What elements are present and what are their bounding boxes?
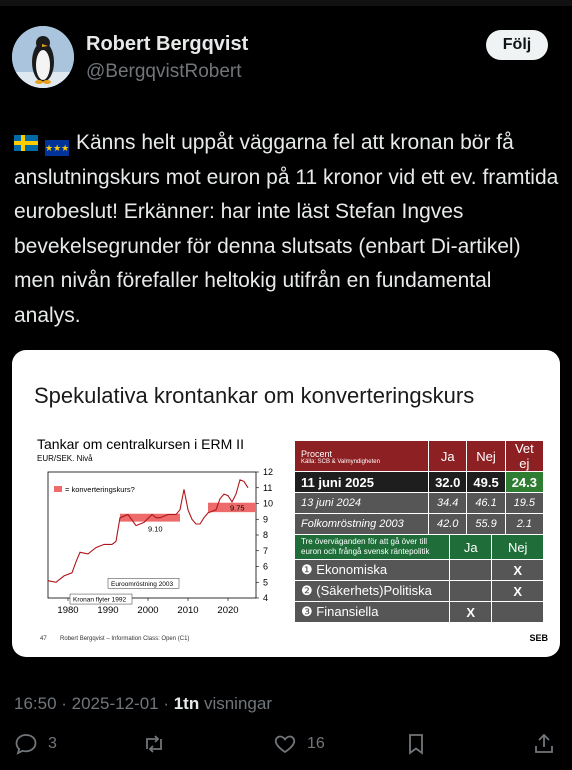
timestamp-views xyxy=(14,694,272,714)
considerations-row-label xyxy=(295,560,450,581)
tweet-text xyxy=(14,126,562,333)
x-tick-label: 1990 xyxy=(97,605,119,616)
considerations-row-nej: X xyxy=(492,581,544,602)
considerations-row-num: ❷ xyxy=(301,583,313,598)
considerations-table xyxy=(294,534,544,623)
poll-row-ja: 32.0 xyxy=(429,472,467,493)
considerations-row-ja: X xyxy=(450,602,492,623)
poll-row-label: 13 juni 2024 xyxy=(295,493,429,514)
considerations-row-ja xyxy=(450,581,492,602)
poll-row-label: 11 juni 2025 xyxy=(295,472,429,493)
heart-icon xyxy=(273,732,297,756)
reply-count: 3 xyxy=(48,735,57,752)
like-count: 16 xyxy=(307,735,325,752)
poll-row-vet: 24.3 xyxy=(505,472,543,493)
slide-page-number: 47 xyxy=(40,636,47,642)
penguin-avatar-icon xyxy=(12,26,74,88)
poll-row-nej: 55.9 xyxy=(467,514,505,535)
annotation-euroomrostning: Euroomröstning 2003 xyxy=(111,580,174,588)
views-count: 1tn xyxy=(173,694,200,713)
repost-button[interactable] xyxy=(142,732,166,756)
repost-icon xyxy=(142,732,166,756)
timestamp[interactable]: 16:50 · 2025-12-01 · xyxy=(14,694,174,713)
y-tick-label: 6 xyxy=(263,561,269,572)
considerations-row xyxy=(295,560,544,581)
legend-label: = konverteringskurs? xyxy=(65,485,135,494)
slide-footer-text: Robert Bergqvist – Information Class: Open (C1) xyxy=(60,636,190,642)
share-button[interactable] xyxy=(532,732,556,756)
considerations-row xyxy=(295,602,544,623)
considerations-header xyxy=(295,535,544,560)
poll-header-title: Procent xyxy=(301,448,333,459)
poll-row-nej: 46.1 xyxy=(467,493,505,514)
reply-icon xyxy=(14,732,38,756)
poll-row xyxy=(295,493,544,514)
y-tick-label: 9 xyxy=(263,514,269,525)
poll-header-label xyxy=(295,441,429,472)
views-label: visningar xyxy=(199,694,272,713)
y-tick-label: 7 xyxy=(263,545,269,556)
considerations-row-nej: X xyxy=(492,560,544,581)
tweet-image[interactable] xyxy=(12,350,560,657)
y-tick-label: 4 xyxy=(263,593,269,603)
flag-eu-icon: ★★★ xyxy=(45,140,69,156)
poll-table xyxy=(294,440,544,535)
bookmark-button[interactable] xyxy=(404,732,428,756)
slide-footer xyxy=(40,636,189,642)
slide-title: Spekulativa krontankar om konverteringskurs xyxy=(34,383,475,408)
seb-logo: SEB xyxy=(529,633,548,643)
bookmark-icon xyxy=(404,732,428,756)
poll-header-source: Källa: SCB & Valmyndigheten xyxy=(301,458,380,465)
tweet-body: Känns helt uppåt väggarna fel att kronan bör få anslutningskurs mot euron på 11 kronor vid ett ev. framtida eurobeslut! Erkänner: har inte läst Stefan Ingves bevekelsegrunder för denna slutsats (enbart Di-artikel) men nivån förefaller heltokig utifrån en fundamental analys. xyxy=(14,131,559,327)
action-bar xyxy=(0,732,572,766)
considerations-row-nej xyxy=(492,602,544,623)
y-tick-label: 11 xyxy=(263,482,273,493)
y-tick-label: 8 xyxy=(263,530,269,540)
considerations-row-label xyxy=(295,581,450,602)
considerations-row-text: (Säkerhets)Politiska xyxy=(316,583,432,598)
annotation-kronan-flyter: Kronan flyter 1992 xyxy=(73,596,127,604)
band-label: 9.75 xyxy=(230,503,245,513)
considerations-row xyxy=(295,581,544,602)
poll-table-header xyxy=(295,441,544,472)
y-tick-label: 10 xyxy=(263,498,274,509)
legend-swatch xyxy=(54,486,62,492)
top-status-bar xyxy=(0,0,572,6)
y-tick-label: 5 xyxy=(263,577,269,588)
poll-row-ja: 34.4 xyxy=(429,493,467,514)
x-tick-label: 1980 xyxy=(57,605,79,616)
considerations-row-text: Ekonomiska xyxy=(316,562,388,577)
poll-row-ja: 42.0 xyxy=(429,514,467,535)
poll-row-nej: 49.5 xyxy=(467,472,505,493)
considerations-row-ja xyxy=(450,560,492,581)
considerations-col-nej: Nej xyxy=(492,535,544,560)
considerations-col-ja: Ja xyxy=(450,535,492,560)
poll-col-nej: Nej xyxy=(467,441,505,472)
x-tick-label: 2010 xyxy=(177,605,199,616)
follow-button[interactable]: Följ xyxy=(486,30,548,60)
poll-col-vet: Vet ej xyxy=(505,441,543,472)
poll-row-label: Folkomröstning 2003 xyxy=(295,514,429,535)
author-name[interactable]: Robert Bergqvist xyxy=(86,33,249,55)
considerations-row-label xyxy=(295,602,450,623)
share-icon xyxy=(532,732,556,756)
poll-row-vet: 19.5 xyxy=(505,493,543,514)
flag-sweden-icon xyxy=(14,135,38,151)
poll-row-vet: 2.1 xyxy=(505,514,543,535)
x-tick-label: 2020 xyxy=(217,605,239,616)
like-button[interactable] xyxy=(273,732,325,756)
author-handle[interactable]: @BergqvistRobert xyxy=(86,61,242,82)
considerations-header-label: Tre överväganden för att gå över till euron och frångå svensk räntepolitik xyxy=(295,535,450,560)
band-label: 9.10 xyxy=(148,524,163,534)
eursek-chart xyxy=(34,462,294,632)
considerations-row-num: ❸ xyxy=(301,604,313,619)
poll-col-ja: Ja xyxy=(429,441,467,472)
avatar[interactable] xyxy=(12,26,74,88)
considerations-row-num: ❶ xyxy=(301,562,313,577)
chart-subtitle: EUR/SEK. Nivå xyxy=(37,454,93,463)
poll-row xyxy=(295,514,544,535)
considerations-row-text: Finansiella xyxy=(316,604,379,619)
reply-button[interactable] xyxy=(14,732,57,756)
poll-row xyxy=(295,472,544,493)
y-tick-label: 12 xyxy=(263,467,274,477)
chart-title: Tankar om centralkursen i ERM II xyxy=(37,436,244,452)
x-tick-label: 2000 xyxy=(137,605,159,616)
